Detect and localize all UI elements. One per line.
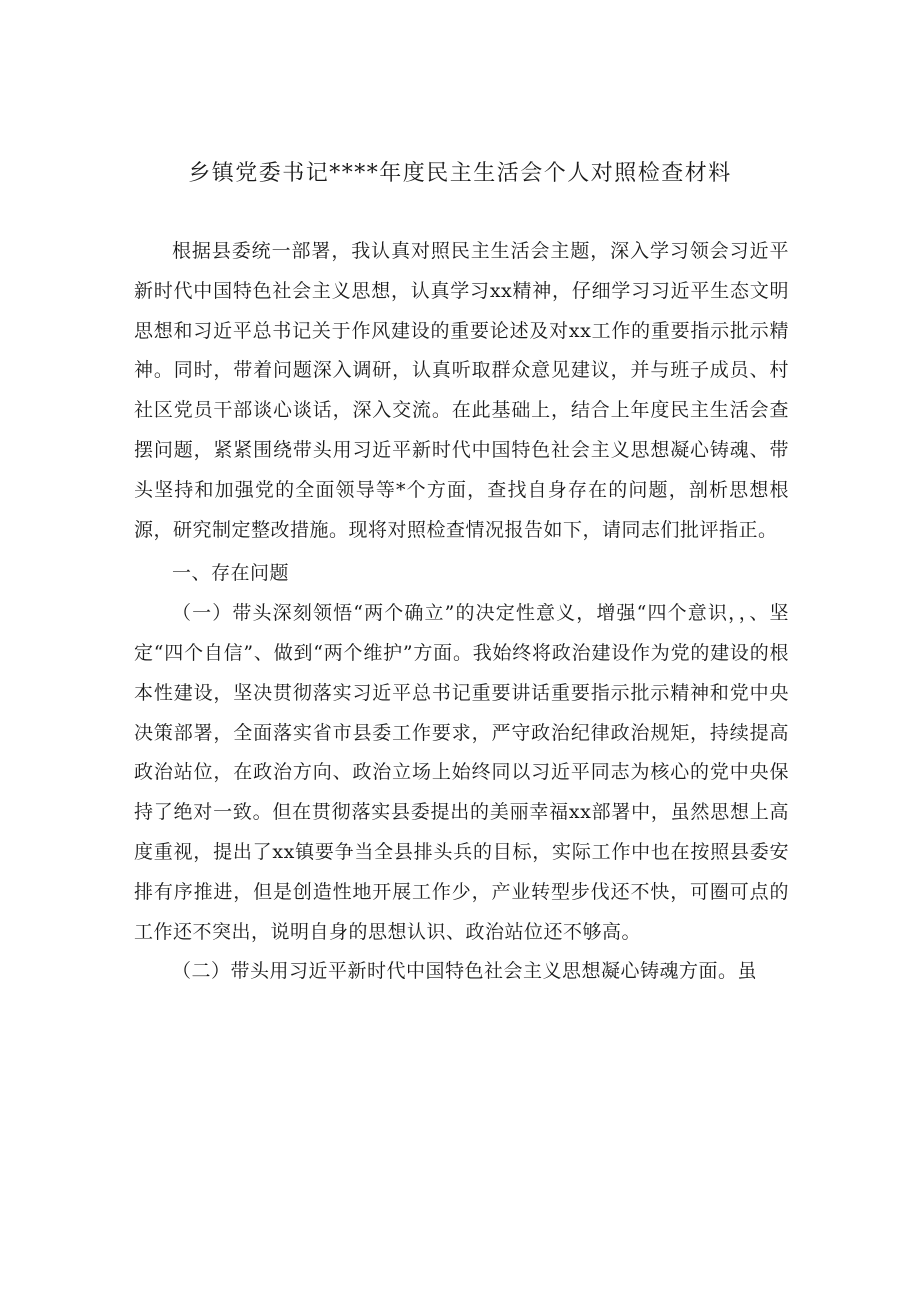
subsection-paragraph-1: （一）带头深刻领悟“两个确立”的决定性意义，增强“四个意识，，、坚定“四个自信”、做到“两个维护”方面。我始终将政治建设作为党的建设的根本性建设，坚决贯彻落实习近平总书记重要讲话重要指示批示精神和党中央决策部署，全面落实省市县委工作要求，严守政治纪律政治规矩，持续提高政治站位，在政治方向、政治立场上始终同以习近平同志为核心的党中央保持了绝对一致。但在贯彻落实县委提出的美丽幸福xx部署中，虽然思想上高度重视，提出了xx镇要争当全县排头兵的目标，实际工作中也在按照县委安排有序推进，但是创造性地开展工作少，产业转型步伐还不快，可圈可点的工作还不突出，说明自身的思想认识、政治站位还不够高。: [134, 602, 789, 943]
document-body: [134, 232, 789, 992]
document-title: 乡镇党委书记****年度民主生活会个人对照检查材料: [188, 161, 732, 186]
subsection-paragraph-2: （二）带头用习近平新时代中国特色社会主义思想凝心铸魂方面。虽: [172, 960, 758, 983]
section-heading-problems: 一、存在问题: [172, 562, 290, 585]
intro-paragraph: 根据县委统一部署，我认真对照民主生活会主题，深入学习领会习近平新时代中国特色社会主义思想，认真学习xx精神，仔细学习习近平生态文明思想和习近平总书记关于作风建设的重要论述及对xx工作的重要指示批示精神。同时，带着问题深入调研，认真听取群众意见建议，并与班子成员、村社区党员干部谈心谈话，深入交流。在此基础上，结合上年度民主生活会查摆问题，紧紧围绕带头用习近平新时代中国特色社会主义思想凝心铸魂、带头坚持和加强党的全面领导等*个方面，查找自身存在的问题，剖析思想根源，研究制定整改措施。现将对照检查情况报告如下，请同志们批评指正。: [134, 240, 789, 541]
